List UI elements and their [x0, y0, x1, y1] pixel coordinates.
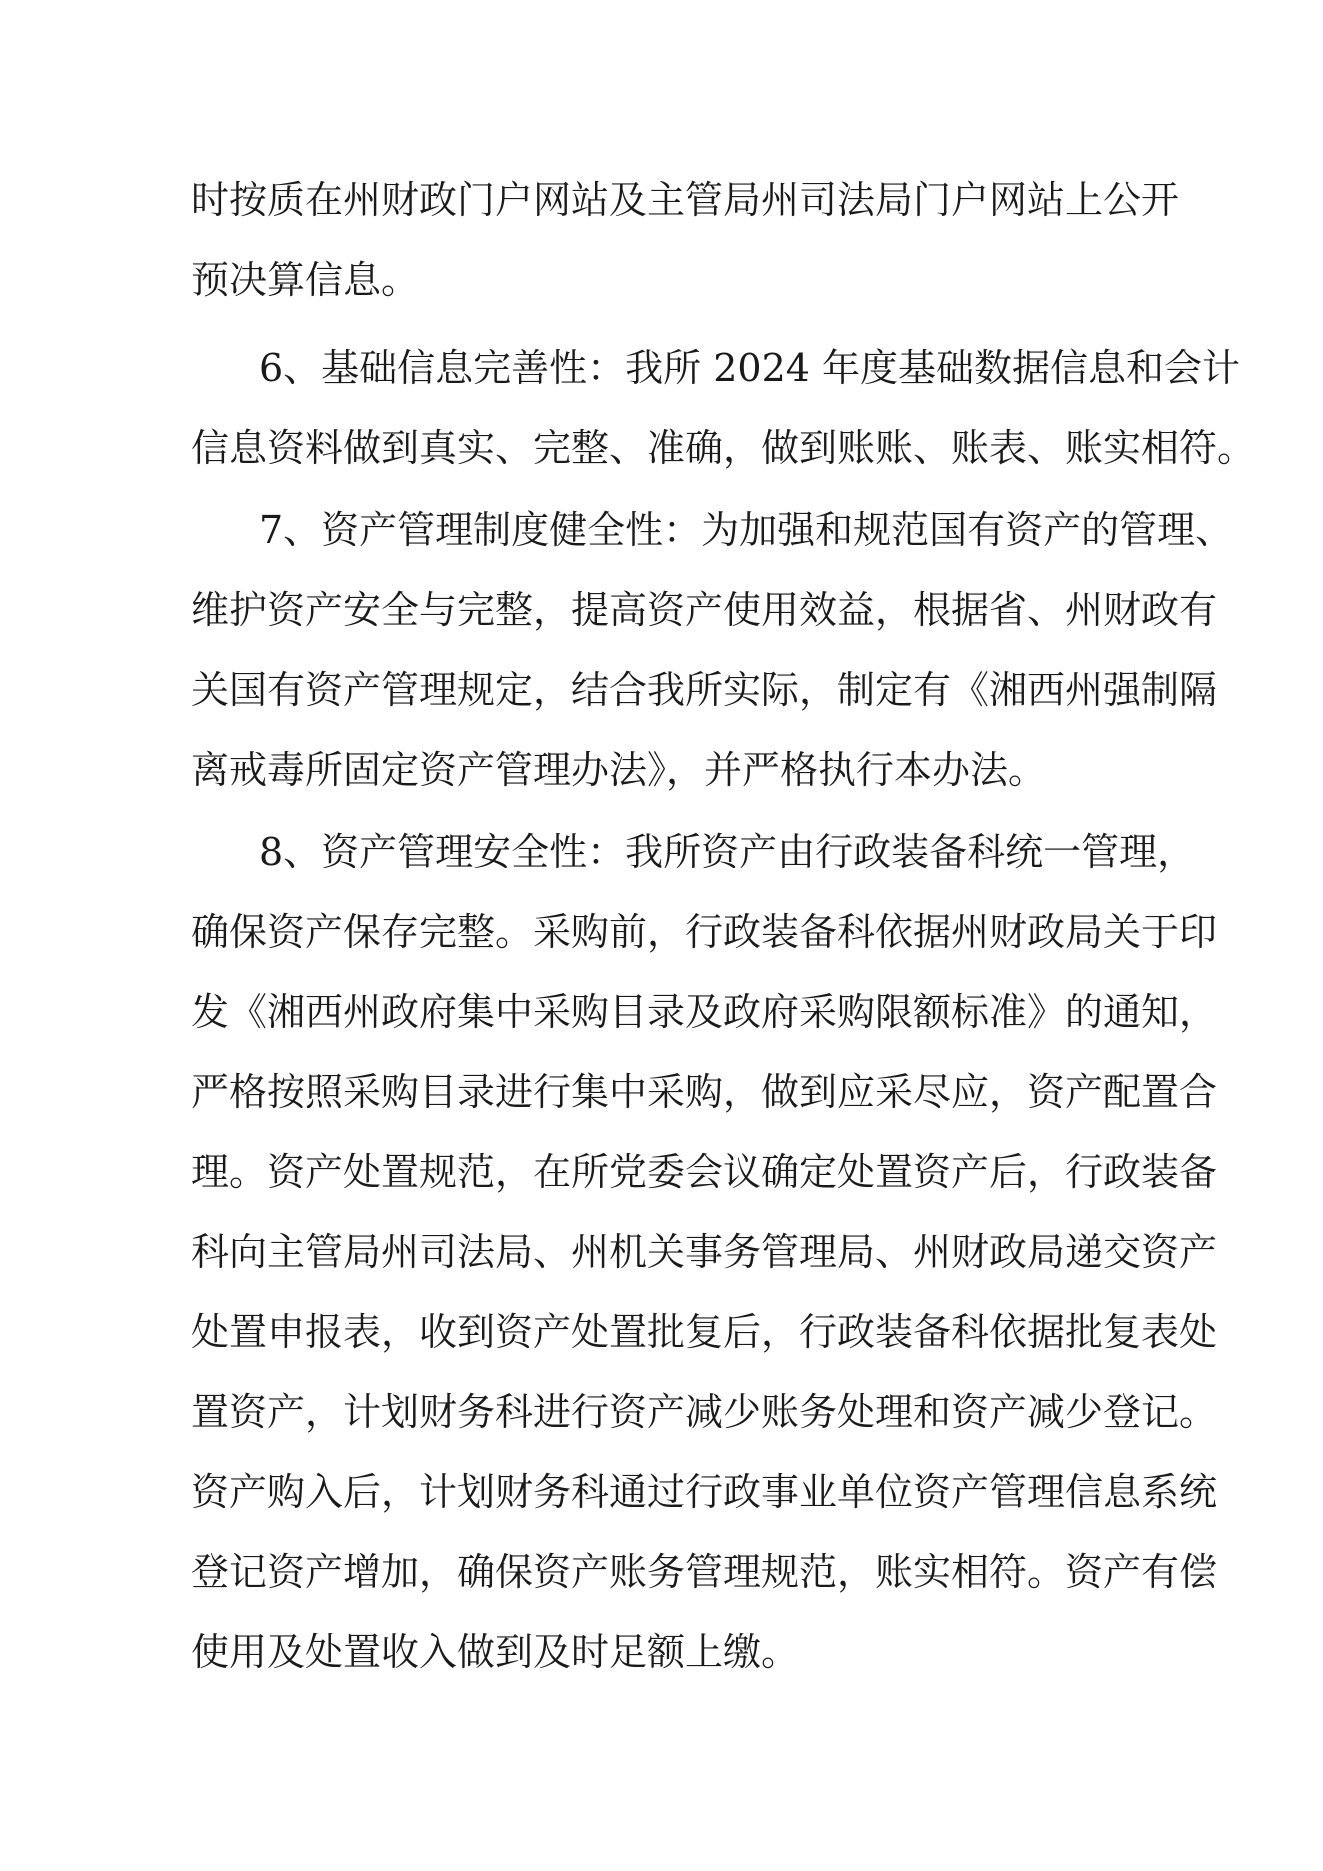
- text-line: 发《湘西州政府集中采购目录及政府采购限额标准》的通知，: [191, 990, 1218, 1034]
- text-line: 时按质在州财政门户网站及主管局州司法局门户网站上公开: [191, 178, 1180, 222]
- text-line: 关国有资产管理规定，结合我所实际，制定有《湘西州强制隔: [191, 668, 1218, 712]
- text-line: 处置申报表，收到资产处置批复后，行政装备科依据批复表处: [191, 1310, 1218, 1354]
- text-line: 信息资料做到真实、完整、准确，做到账账、账表、账实相符。: [191, 426, 1256, 470]
- text-line: 置资产，计划财务科进行资产减少账务处理和资产减少登记。: [191, 1390, 1218, 1434]
- text-line: 预决算信息。: [191, 258, 420, 302]
- text-line: 7、资产管理制度健全性：为加强和规范国有资产的管理、: [259, 508, 1234, 552]
- text-line: 维护资产安全与完整，提高资产使用效益，根据省、州财政有: [191, 588, 1218, 632]
- text-line: 离戒毒所固定资产管理办法》，并严格执行本办法。: [191, 748, 1047, 792]
- text-line: 登记资产增加，确保资产账务管理规范，账实相符。资产有偿: [191, 1550, 1218, 1594]
- text-line: 严格按照采购目录进行集中采购，做到应采尽应，资产配置合: [191, 1070, 1218, 1114]
- text-line: 资产购入后，计划财务科通过行政事业单位资产管理信息系统: [191, 1470, 1218, 1514]
- text-line: 科向主管局州司法局、州机关事务管理局、州财政局递交资产: [191, 1230, 1218, 1274]
- text-line: 理。资产处置规范，在所党委会议确定处置资产后，行政装备: [191, 1150, 1218, 1194]
- text-line: 使用及处置收入做到及时足额上缴。: [191, 1630, 800, 1674]
- text-line: 6、基础信息完善性：我所 2024 年度基础数据信息和会计: [259, 346, 1241, 390]
- text-line: 确保资产保存完整。采购前，行政装备科依据州财政局关于印: [191, 910, 1218, 954]
- text-line: 8、资产管理安全性：我所资产由行政装备科统一管理，: [259, 830, 1196, 874]
